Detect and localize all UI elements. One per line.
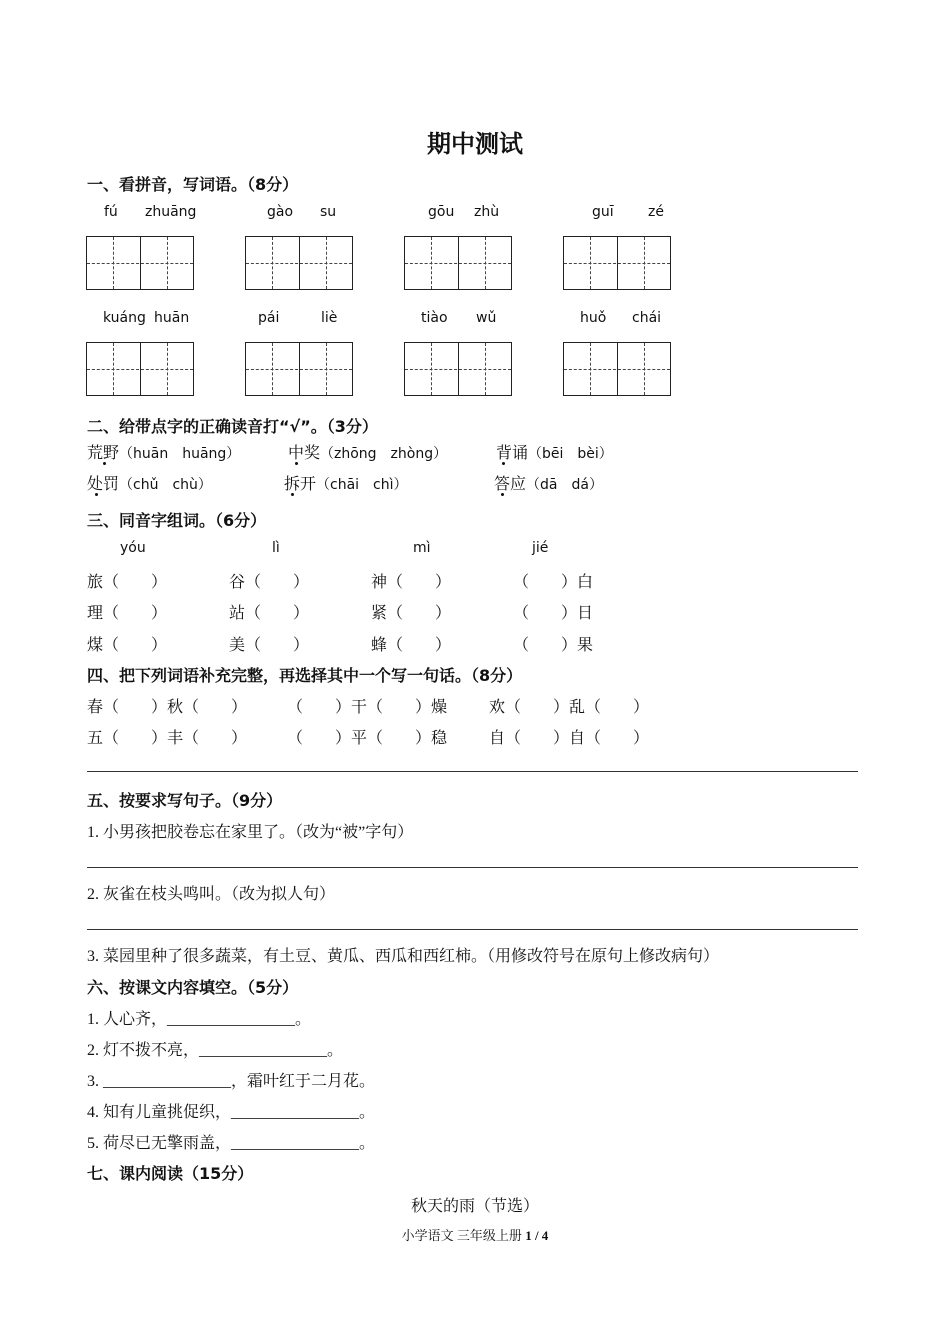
pinyin: gào bbox=[267, 204, 294, 220]
fill-blank-item: 1. 人心齐，________________。 bbox=[87, 1011, 312, 1028]
idiom-item: （ ）干（ ）燥 bbox=[287, 699, 448, 716]
pinyin: tiào bbox=[421, 310, 448, 326]
pinyin: lì bbox=[272, 540, 280, 556]
homophone-item: 神（ ） bbox=[371, 574, 452, 591]
pinyin: zhù bbox=[474, 204, 500, 220]
pinyin: huān bbox=[154, 310, 190, 326]
answer-line[interactable] bbox=[87, 867, 858, 868]
section-1-heading: 一、看拼音，写词语。（8分） bbox=[87, 175, 299, 194]
idiom-item: （ ）平（ ）稳 bbox=[287, 730, 448, 747]
pinyin: guī bbox=[592, 204, 614, 220]
homophone-item: （ ）日 bbox=[513, 605, 594, 622]
pronunciation-item: 中奖（zhōng zhòng） bbox=[288, 445, 448, 462]
page-footer bbox=[0, 1225, 950, 1244]
pinyin: jié bbox=[532, 540, 549, 556]
pinyin: huǒ bbox=[580, 310, 607, 326]
writing-grid[interactable] bbox=[404, 342, 512, 396]
pinyin: liè bbox=[321, 310, 338, 326]
passage-title: 秋天的雨（节选） bbox=[410, 1198, 539, 1215]
idiom-item: 欢（ ）乱（ ） bbox=[489, 699, 650, 716]
section-5-heading: 五、按要求写句子。（9分） bbox=[87, 791, 283, 810]
pinyin: mì bbox=[413, 540, 431, 556]
question: 2. 灰雀在枝头鸣叫。（改为拟人句） bbox=[87, 886, 336, 903]
emphasis-dot bbox=[95, 493, 98, 496]
writing-grid[interactable] bbox=[245, 342, 353, 396]
homophone-item: 美（ ） bbox=[229, 637, 310, 654]
pinyin: pái bbox=[258, 310, 280, 326]
emphasis-dot bbox=[291, 493, 294, 496]
footer-subject: 小学语文 三年级上册 bbox=[401, 1228, 522, 1243]
emphasis-dot bbox=[103, 462, 106, 465]
writing-grid[interactable] bbox=[86, 236, 194, 290]
pinyin: kuáng bbox=[103, 310, 146, 326]
writing-grid[interactable] bbox=[86, 342, 194, 396]
homophone-item: 煤（ ） bbox=[87, 637, 168, 654]
pinyin: fú bbox=[104, 204, 118, 220]
pinyin: su bbox=[320, 204, 337, 220]
pinyin: zé bbox=[648, 204, 664, 220]
page-title: 期中测试 bbox=[427, 130, 523, 158]
emphasis-dot bbox=[502, 462, 505, 465]
section-2-heading: 二、给带点字的正确读音打“√”。（3分） bbox=[87, 417, 378, 436]
pronunciation-item: 处罚（chǔ chù） bbox=[87, 476, 212, 493]
section-6-heading: 六、按课文内容填空。（5分） bbox=[87, 978, 299, 997]
homophone-item: （ ）果 bbox=[513, 637, 594, 654]
writing-grid[interactable] bbox=[404, 236, 512, 290]
homophone-item: （ ）白 bbox=[513, 574, 594, 591]
homophone-item: 蜂（ ） bbox=[371, 637, 452, 654]
answer-line[interactable] bbox=[87, 771, 858, 772]
pinyin: chái bbox=[632, 310, 662, 326]
fill-blank-item: 3. ________________，霜叶红于二月花。 bbox=[87, 1073, 376, 1090]
emphasis-dot bbox=[501, 493, 504, 496]
page-number: 1 / 4 bbox=[525, 1228, 549, 1243]
pinyin: gōu bbox=[428, 204, 455, 220]
section-7-heading: 七、课内阅读（15分） bbox=[87, 1164, 254, 1183]
answer-line[interactable] bbox=[87, 929, 858, 930]
writing-grid[interactable] bbox=[563, 236, 671, 290]
writing-grid[interactable] bbox=[563, 342, 671, 396]
question: 3. 菜园里种了很多蔬菜，有土豆、黄瓜、西瓜和西红柿。（用修改符号在原句上修改病句） bbox=[87, 948, 720, 965]
pronunciation-item: 荒野（huān huāng） bbox=[87, 445, 241, 462]
pronunciation-item: 背诵（bēi bèi） bbox=[496, 445, 613, 462]
fill-blank-item: 4. 知有儿童挑促织，________________。 bbox=[87, 1104, 376, 1121]
question: 1. 小男孩把胶卷忘在家里了。（改为“被”字句） bbox=[87, 824, 414, 841]
pronunciation-item: 拆开（chāi chì） bbox=[284, 476, 408, 493]
fill-blank-item: 2. 灯不拨不亮，________________。 bbox=[87, 1042, 344, 1059]
homophone-item: 谷（ ） bbox=[229, 574, 310, 591]
idiom-item: 五（ ）丰（ ） bbox=[87, 730, 248, 747]
section-3-heading: 三、同音字组词。（6分） bbox=[87, 511, 267, 530]
writing-grid[interactable] bbox=[245, 236, 353, 290]
homophone-item: 旅（ ） bbox=[87, 574, 168, 591]
section-4-heading: 四、把下列词语补充完整，再选择其中一个写一句话。（8分） bbox=[87, 666, 523, 685]
emphasis-dot bbox=[295, 462, 298, 465]
idiom-item: 自（ ）自（ ） bbox=[489, 730, 650, 747]
pinyin: zhuāng bbox=[145, 204, 197, 220]
pinyin: wǔ bbox=[476, 310, 497, 326]
homophone-item: 站（ ） bbox=[229, 605, 310, 622]
homophone-item: 理（ ） bbox=[87, 605, 168, 622]
pinyin: yóu bbox=[120, 540, 146, 556]
homophone-item: 紧（ ） bbox=[371, 605, 452, 622]
idiom-item: 春（ ）秋（ ） bbox=[87, 699, 248, 716]
pronunciation-item: 答应（dā dá） bbox=[494, 476, 603, 493]
fill-blank-item: 5. 荷尽已无擎雨盖，________________。 bbox=[87, 1135, 376, 1152]
